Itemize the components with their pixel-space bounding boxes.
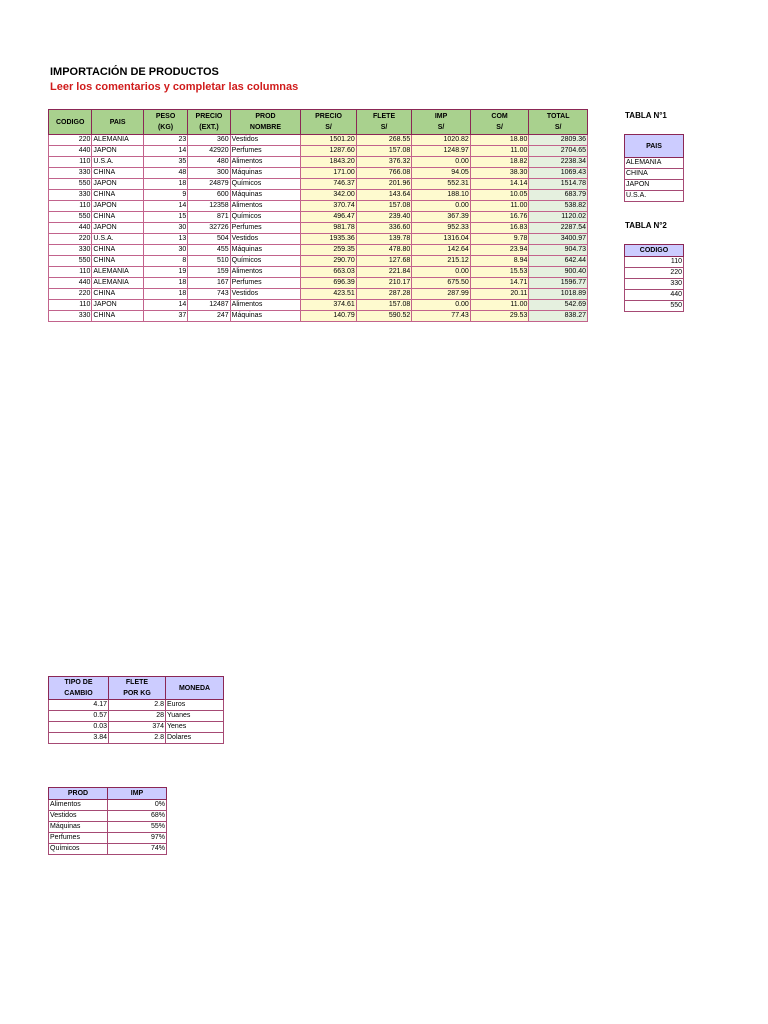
table-cell: 32726 bbox=[188, 223, 230, 234]
imports-table bbox=[48, 109, 588, 322]
table-cell: 1018.89 bbox=[529, 289, 588, 300]
table-cell: 904.73 bbox=[529, 245, 588, 256]
table-row bbox=[49, 800, 167, 811]
table-cell: 35 bbox=[143, 157, 187, 168]
table-cell: 259.35 bbox=[301, 245, 357, 256]
table-cell: Vestidos bbox=[49, 811, 108, 822]
table-cell: 110 bbox=[49, 300, 92, 311]
table-cell: 37 bbox=[143, 311, 187, 322]
table-row bbox=[49, 289, 588, 300]
table-cell: 110 bbox=[49, 201, 92, 212]
table-cell: 48 bbox=[143, 168, 187, 179]
table-cell: 440 bbox=[49, 146, 92, 157]
table-row bbox=[49, 811, 167, 822]
table-header-row bbox=[49, 110, 588, 135]
table-cell: CHINA bbox=[92, 311, 143, 322]
table-header-row bbox=[49, 677, 224, 700]
table-cell: Perfumes bbox=[230, 146, 301, 157]
table-cell: 838.27 bbox=[529, 311, 588, 322]
table-cell: 18 bbox=[143, 289, 187, 300]
table-cell: 11.00 bbox=[470, 300, 529, 311]
table-cell: 2.8 bbox=[109, 733, 166, 744]
table-row bbox=[49, 212, 588, 223]
table-cell: 550 bbox=[49, 179, 92, 190]
table-row bbox=[625, 268, 684, 279]
table-cell: 30 bbox=[143, 245, 187, 256]
table-cell: 14 bbox=[143, 300, 187, 311]
table-cell: 157.08 bbox=[356, 201, 412, 212]
table-cell: 550 bbox=[49, 212, 92, 223]
header-line: (EXT.) bbox=[199, 124, 219, 131]
table-cell: 220 bbox=[49, 234, 92, 245]
table-cell: 480 bbox=[188, 157, 230, 168]
page-title: IMPORTACIÓN DE PRODUCTOS bbox=[50, 66, 219, 78]
table-cell: 3.84 bbox=[49, 733, 109, 744]
table-cell: Alimentos bbox=[230, 201, 301, 212]
table-cell: Alimentos bbox=[230, 157, 301, 168]
header-line: S/ bbox=[325, 124, 332, 131]
header-line: PROD bbox=[255, 113, 276, 120]
table-cell: Euros bbox=[166, 700, 224, 711]
tabla2-label: TABLA N°2 bbox=[625, 221, 667, 230]
header-line: PRECIO bbox=[315, 113, 342, 120]
table-header-cell bbox=[49, 788, 108, 800]
table-row bbox=[49, 234, 588, 245]
table-cell: U.S.A. bbox=[92, 157, 143, 168]
code-lookup-table bbox=[624, 244, 684, 312]
table-cell: 220 bbox=[625, 268, 684, 279]
table-cell: 0.00 bbox=[412, 267, 471, 278]
table-cell: 1020.82 bbox=[412, 135, 471, 146]
header-line: S/ bbox=[496, 124, 503, 131]
table-cell: 1316.04 bbox=[412, 234, 471, 245]
table-cell: Alimentos bbox=[230, 300, 301, 311]
table-cell: 13 bbox=[143, 234, 187, 245]
table-row bbox=[49, 201, 588, 212]
table-header-cell: PAIS bbox=[625, 135, 684, 158]
table-header-cell bbox=[301, 110, 357, 135]
table-cell: 16.76 bbox=[470, 212, 529, 223]
table-cell: 1596.77 bbox=[529, 278, 588, 289]
table-cell: Máquinas bbox=[230, 168, 301, 179]
table-cell: 287.28 bbox=[356, 289, 412, 300]
table-header-cell bbox=[143, 110, 187, 135]
table-cell: 1514.78 bbox=[529, 179, 588, 190]
table-cell: JAPON bbox=[92, 201, 143, 212]
table-cell: 110 bbox=[49, 267, 92, 278]
table-cell: 300 bbox=[188, 168, 230, 179]
table-cell: JAPON bbox=[92, 223, 143, 234]
table-cell: 77.43 bbox=[412, 311, 471, 322]
table-cell: 952.33 bbox=[412, 223, 471, 234]
table-cell: 201.96 bbox=[356, 179, 412, 190]
table-row bbox=[49, 223, 588, 234]
exchange-rate-table bbox=[48, 676, 224, 744]
table-cell: 127.68 bbox=[356, 256, 412, 267]
table-row bbox=[625, 158, 684, 169]
table-row bbox=[49, 179, 588, 190]
table-cell: 330 bbox=[625, 279, 684, 290]
table-cell: 97% bbox=[108, 833, 167, 844]
table-cell: 746.37 bbox=[301, 179, 357, 190]
table-cell: 3400.97 bbox=[529, 234, 588, 245]
table-cell: 2238.34 bbox=[529, 157, 588, 168]
table-row bbox=[49, 822, 167, 833]
table-cell: Perfumes bbox=[230, 278, 301, 289]
header-line: FLETE bbox=[372, 113, 396, 120]
header-line: CAMBIO bbox=[64, 690, 93, 697]
table-cell: 20.11 bbox=[470, 289, 529, 300]
table-header-cell bbox=[49, 677, 109, 700]
table-row bbox=[49, 711, 224, 722]
table-cell: 215.12 bbox=[412, 256, 471, 267]
table-cell: Dolares bbox=[166, 733, 224, 744]
table-cell: ALEMANIA bbox=[92, 278, 143, 289]
table-cell: 1843.20 bbox=[301, 157, 357, 168]
table-cell: CHINA bbox=[92, 168, 143, 179]
table-cell: 590.52 bbox=[356, 311, 412, 322]
table-row bbox=[49, 157, 588, 168]
table-cell: CHINA bbox=[92, 289, 143, 300]
table-cell: 18.82 bbox=[470, 157, 529, 168]
table-cell: 142.64 bbox=[412, 245, 471, 256]
table-row bbox=[49, 733, 224, 744]
header-line: S/ bbox=[554, 124, 562, 131]
table-header-cell bbox=[49, 110, 92, 135]
table-cell: 220 bbox=[49, 135, 92, 146]
table-cell: 68% bbox=[108, 811, 167, 822]
table-cell: 550 bbox=[625, 301, 684, 312]
table-row bbox=[49, 700, 224, 711]
table-cell: 1935.36 bbox=[301, 234, 357, 245]
table-cell: ALEMANIA bbox=[92, 267, 143, 278]
table-cell: CHINA bbox=[92, 190, 143, 201]
table-cell: 538.82 bbox=[529, 201, 588, 212]
table-cell: 29.53 bbox=[470, 311, 529, 322]
table-cell: Vestidos bbox=[230, 289, 301, 300]
table-cell: 696.39 bbox=[301, 278, 357, 289]
table-row bbox=[49, 256, 588, 267]
table-cell: 0.57 bbox=[49, 711, 109, 722]
header-line: IMP bbox=[434, 113, 448, 120]
table-cell: 110 bbox=[625, 257, 684, 268]
table-row bbox=[49, 135, 588, 146]
table-cell: 110 bbox=[49, 157, 92, 168]
table-cell: 336.60 bbox=[356, 223, 412, 234]
table-cell: Alimentos bbox=[49, 800, 108, 811]
table-cell: 14 bbox=[143, 146, 187, 157]
table-cell: 0.00 bbox=[412, 157, 471, 168]
header-line: PROD bbox=[67, 790, 89, 797]
header-line: TIPO DE bbox=[64, 679, 93, 686]
table-row bbox=[625, 279, 684, 290]
table-cell: CHINA bbox=[92, 256, 143, 267]
table-cell: 30 bbox=[143, 223, 187, 234]
table-cell: 159 bbox=[188, 267, 230, 278]
table-cell: 287.99 bbox=[412, 289, 471, 300]
table-cell: 330 bbox=[49, 190, 92, 201]
table-header-cell bbox=[470, 110, 529, 135]
table-header-cell bbox=[188, 110, 230, 135]
table-cell: 157.08 bbox=[356, 146, 412, 157]
table-cell: 360 bbox=[188, 135, 230, 146]
header-line: TOTAL bbox=[546, 113, 570, 120]
table-header-cell bbox=[356, 110, 412, 135]
table-cell: 15 bbox=[143, 212, 187, 223]
table-cell: 374 bbox=[109, 722, 166, 733]
table-cell: 9.78 bbox=[470, 234, 529, 245]
header-line: POR KG bbox=[123, 690, 151, 697]
table-cell: 9 bbox=[143, 190, 187, 201]
header-line: S/ bbox=[380, 124, 388, 131]
table-cell: 981.78 bbox=[301, 223, 357, 234]
table-cell: 15.53 bbox=[470, 267, 529, 278]
table-cell: 663.03 bbox=[301, 267, 357, 278]
header-line: IMP bbox=[130, 790, 144, 797]
table-cell: 18 bbox=[143, 278, 187, 289]
table-row bbox=[49, 844, 167, 855]
table-row bbox=[49, 267, 588, 278]
table-cell: Máquinas bbox=[230, 311, 301, 322]
table-cell: 1248.97 bbox=[412, 146, 471, 157]
table-row bbox=[49, 722, 224, 733]
table-cell: 642.44 bbox=[529, 256, 588, 267]
table-header-cell bbox=[230, 110, 301, 135]
table-cell: 4.17 bbox=[49, 700, 109, 711]
table-cell: 12358 bbox=[188, 201, 230, 212]
table-cell: 19 bbox=[143, 267, 187, 278]
table-row bbox=[49, 311, 588, 322]
table-cell: 330 bbox=[49, 245, 92, 256]
table-cell: 600 bbox=[188, 190, 230, 201]
table-cell: 552.31 bbox=[412, 179, 471, 190]
table-cell: 11.00 bbox=[470, 201, 529, 212]
table-cell: 10.05 bbox=[470, 190, 529, 201]
table-cell: 24879 bbox=[188, 179, 230, 190]
table-cell: JAPON bbox=[92, 146, 143, 157]
table-cell: 1501.20 bbox=[301, 135, 357, 146]
table-cell: ALEMANIA bbox=[625, 158, 684, 169]
table-cell: U.S.A. bbox=[625, 191, 684, 202]
table-cell: 675.50 bbox=[412, 278, 471, 289]
table-cell: Yenes bbox=[166, 722, 224, 733]
table-row bbox=[625, 290, 684, 301]
table-cell: Alimentos bbox=[230, 267, 301, 278]
table-row bbox=[49, 278, 588, 289]
table-row bbox=[49, 833, 167, 844]
table-cell: Químicos bbox=[230, 256, 301, 267]
table-cell: Vestidos bbox=[230, 234, 301, 245]
table-cell: 496.47 bbox=[301, 212, 357, 223]
table-cell: JAPON bbox=[625, 180, 684, 191]
table-row bbox=[49, 146, 588, 157]
table-cell: 2704.65 bbox=[529, 146, 588, 157]
table-cell: 18 bbox=[143, 179, 187, 190]
page-subtitle: Leer los comentarios y completar las columnas bbox=[50, 81, 299, 93]
table-header-cell bbox=[529, 110, 588, 135]
table-cell: 12487 bbox=[188, 300, 230, 311]
header-line: NOMBRE bbox=[249, 124, 282, 131]
table-cell: CHINA bbox=[92, 245, 143, 256]
header-line: PESO bbox=[155, 113, 176, 120]
table-cell: 38.30 bbox=[470, 168, 529, 179]
table-header-cell bbox=[412, 110, 471, 135]
table-header-cell bbox=[108, 788, 167, 800]
table-cell: CHINA bbox=[625, 169, 684, 180]
table-cell: Perfumes bbox=[49, 833, 108, 844]
table-cell: 1120.02 bbox=[529, 212, 588, 223]
table-cell: JAPON bbox=[92, 179, 143, 190]
table-cell: 423.51 bbox=[301, 289, 357, 300]
table-cell: 2287.54 bbox=[529, 223, 588, 234]
table-cell: 167 bbox=[188, 278, 230, 289]
table-cell: 1069.43 bbox=[529, 168, 588, 179]
table-cell: 28 bbox=[109, 711, 166, 722]
table-row bbox=[625, 301, 684, 312]
table-cell: 220 bbox=[49, 289, 92, 300]
table-cell: 2809.36 bbox=[529, 135, 588, 146]
table-cell: 140.79 bbox=[301, 311, 357, 322]
table-cell: 370.74 bbox=[301, 201, 357, 212]
tabla1-label: TABLA N°1 bbox=[625, 111, 667, 120]
table-header-cell: CODIGO bbox=[625, 245, 684, 257]
table-cell: 0% bbox=[108, 800, 167, 811]
table-cell: 139.78 bbox=[356, 234, 412, 245]
table-cell: Vestidos bbox=[230, 135, 301, 146]
table-cell: 330 bbox=[49, 311, 92, 322]
table-cell: 239.40 bbox=[356, 212, 412, 223]
table-cell: Máquinas bbox=[49, 822, 108, 833]
table-cell: 510 bbox=[188, 256, 230, 267]
table-cell: 55% bbox=[108, 822, 167, 833]
table-header-cell bbox=[166, 677, 224, 700]
table-cell: Químicos bbox=[230, 212, 301, 223]
table-row bbox=[49, 168, 588, 179]
header-line: (KG) bbox=[157, 124, 174, 131]
table-cell: 18.80 bbox=[470, 135, 529, 146]
table-cell: 188.10 bbox=[412, 190, 471, 201]
table-row bbox=[625, 257, 684, 268]
header-line: FLETE bbox=[125, 679, 149, 686]
table-cell: 478.80 bbox=[356, 245, 412, 256]
country-lookup-table bbox=[624, 134, 684, 202]
table-cell: 2.8 bbox=[109, 700, 166, 711]
table-row bbox=[49, 245, 588, 256]
table-cell: 683.79 bbox=[529, 190, 588, 201]
table-cell: 14 bbox=[143, 201, 187, 212]
table-cell: Yuanes bbox=[166, 711, 224, 722]
table-cell: 542.69 bbox=[529, 300, 588, 311]
header-line: S/ bbox=[437, 124, 445, 131]
table-cell: 440 bbox=[625, 290, 684, 301]
table-cell: 14.71 bbox=[470, 278, 529, 289]
table-cell: 743 bbox=[188, 289, 230, 300]
table-row bbox=[49, 190, 588, 201]
table-cell: 8 bbox=[143, 256, 187, 267]
header-line: MONEDA bbox=[178, 684, 211, 692]
table-cell: 0.00 bbox=[412, 300, 471, 311]
table-cell: 143.64 bbox=[356, 190, 412, 201]
table-cell: 342.00 bbox=[301, 190, 357, 201]
table-cell: 268.55 bbox=[356, 135, 412, 146]
header-line: PAIS bbox=[109, 118, 126, 126]
table-cell: 157.08 bbox=[356, 300, 412, 311]
table-cell: 11.00 bbox=[470, 146, 529, 157]
table-cell: 871 bbox=[188, 212, 230, 223]
table-cell: 14.14 bbox=[470, 179, 529, 190]
table-cell: 210.17 bbox=[356, 278, 412, 289]
table-cell: 440 bbox=[49, 278, 92, 289]
table-cell: 0.00 bbox=[412, 201, 471, 212]
header-line: COM bbox=[491, 113, 508, 120]
table-cell: U.S.A. bbox=[92, 234, 143, 245]
table-cell: 376.32 bbox=[356, 157, 412, 168]
table-cell: 550 bbox=[49, 256, 92, 267]
table-cell: 0.03 bbox=[49, 722, 109, 733]
table-cell: 374.61 bbox=[301, 300, 357, 311]
table-cell: 171.00 bbox=[301, 168, 357, 179]
table-header-cell bbox=[92, 110, 143, 135]
table-cell: 74% bbox=[108, 844, 167, 855]
table-header-cell bbox=[109, 677, 166, 700]
header-line: CODIGO bbox=[56, 118, 85, 126]
table-cell: 367.39 bbox=[412, 212, 471, 223]
table-cell: 900.40 bbox=[529, 267, 588, 278]
table-cell: CHINA bbox=[92, 212, 143, 223]
table-cell: 221.84 bbox=[356, 267, 412, 278]
table-cell: Químicos bbox=[230, 179, 301, 190]
table-cell: 23 bbox=[143, 135, 187, 146]
table-cell: 290.70 bbox=[301, 256, 357, 267]
table-cell: Perfumes bbox=[230, 223, 301, 234]
table-row bbox=[625, 180, 684, 191]
table-cell: JAPON bbox=[92, 300, 143, 311]
table-cell: 247 bbox=[188, 311, 230, 322]
table-row bbox=[625, 169, 684, 180]
table-cell: 440 bbox=[49, 223, 92, 234]
header-line: PRECIO bbox=[195, 113, 223, 120]
table-cell: ALEMANIA bbox=[92, 135, 143, 146]
table-cell: Máquinas bbox=[230, 245, 301, 256]
table-cell: 504 bbox=[188, 234, 230, 245]
table-cell: Máquinas bbox=[230, 190, 301, 201]
table-cell: 8.94 bbox=[470, 256, 529, 267]
table-cell: Químicos bbox=[49, 844, 108, 855]
table-cell: 766.08 bbox=[356, 168, 412, 179]
table-cell: 1287.60 bbox=[301, 146, 357, 157]
table-cell: 330 bbox=[49, 168, 92, 179]
product-tax-table bbox=[48, 787, 167, 855]
table-cell: 455 bbox=[188, 245, 230, 256]
table-cell: 23.94 bbox=[470, 245, 529, 256]
table-row bbox=[49, 300, 588, 311]
table-cell: 94.05 bbox=[412, 168, 471, 179]
table-cell: 16.83 bbox=[470, 223, 529, 234]
table-header-row bbox=[49, 788, 167, 800]
table-cell: 42920 bbox=[188, 146, 230, 157]
table-row bbox=[625, 191, 684, 202]
